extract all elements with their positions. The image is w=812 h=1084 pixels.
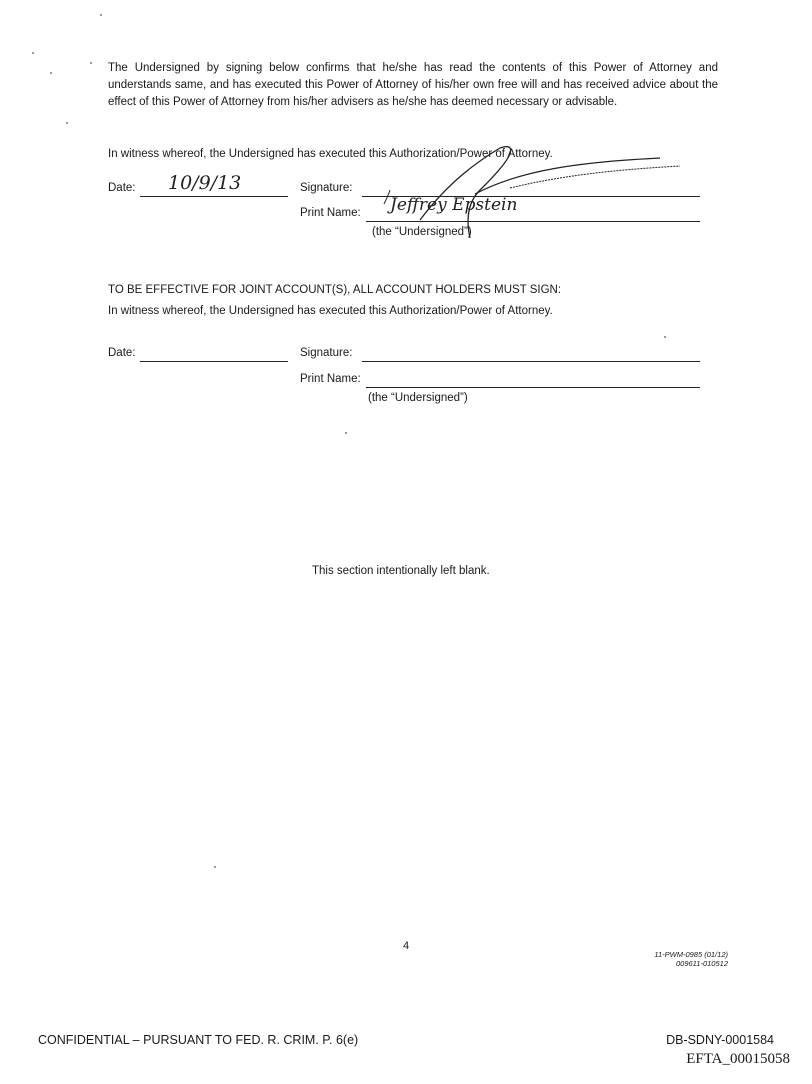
joint-print-name-label: Print Name:: [300, 373, 361, 385]
form-code-line-1: 11-PWM-0985 (01/12): [654, 950, 728, 959]
scan-speck: [214, 866, 216, 868]
date-label: Date:: [108, 182, 136, 194]
date-line: [140, 196, 288, 197]
consent-paragraph: The Undersigned by signing below confirms that he/she has read the contents of this Power of Attorney and understands same, and has executed this Power of Attorney of his/her own free will and has received advice about the effect of this Power of Attorney from his/her advisers as he/she has deemed necessary or advisable.: [108, 62, 718, 108]
confidential-footer: CONFIDENTIAL – PURSUANT TO FED. R. CRIM. P. 6(e): [38, 1033, 359, 1047]
form-code: [610, 950, 728, 968]
scan-speck: [90, 62, 92, 64]
scan-speck: [100, 14, 102, 16]
scan-speck: [66, 122, 68, 124]
scan-speck: [345, 432, 347, 434]
joint-date-label: Date:: [108, 347, 136, 359]
joint-signature-line: [362, 361, 700, 362]
scan-speck: [50, 72, 52, 74]
joint-signature-label: Signature:: [300, 347, 353, 359]
scan-speck: [32, 52, 34, 54]
signature-label: Signature:: [300, 182, 353, 194]
bates-number: DB-SDNY-0001584: [666, 1033, 774, 1047]
joint-date-line: [140, 361, 288, 362]
joint-account-heading: TO BE EFFECTIVE FOR JOINT ACCOUNT(S), ALL ACCOUNT HOLDERS MUST SIGN:: [108, 284, 562, 296]
scan-speck: [664, 336, 666, 338]
joint-witness-statement: In witness whereof, the Undersigned has executed this Authorization/Power of Attorney.: [108, 305, 553, 317]
print-name-handwritten-value: Jeffrey Epstein: [390, 195, 518, 215]
form-code-line-2: 009611-010512: [676, 959, 728, 968]
joint-undersigned-caption: (the “Undersigned”): [368, 392, 468, 404]
efta-number: EFTA_00015058: [686, 1051, 790, 1067]
witness-statement: In witness whereof, the Undersigned has executed this Authorization/Power of Attorney.: [108, 148, 553, 160]
joint-print-name-line: [366, 387, 700, 388]
print-name-line: [366, 221, 700, 222]
print-name-label: Print Name:: [300, 207, 361, 219]
undersigned-caption: (the “Undersigned”): [372, 226, 472, 238]
date-handwritten-value: 10/9/13: [168, 172, 242, 194]
blank-section-notice: This section intentionally left blank.: [312, 565, 490, 577]
page-number: 4: [403, 940, 410, 952]
